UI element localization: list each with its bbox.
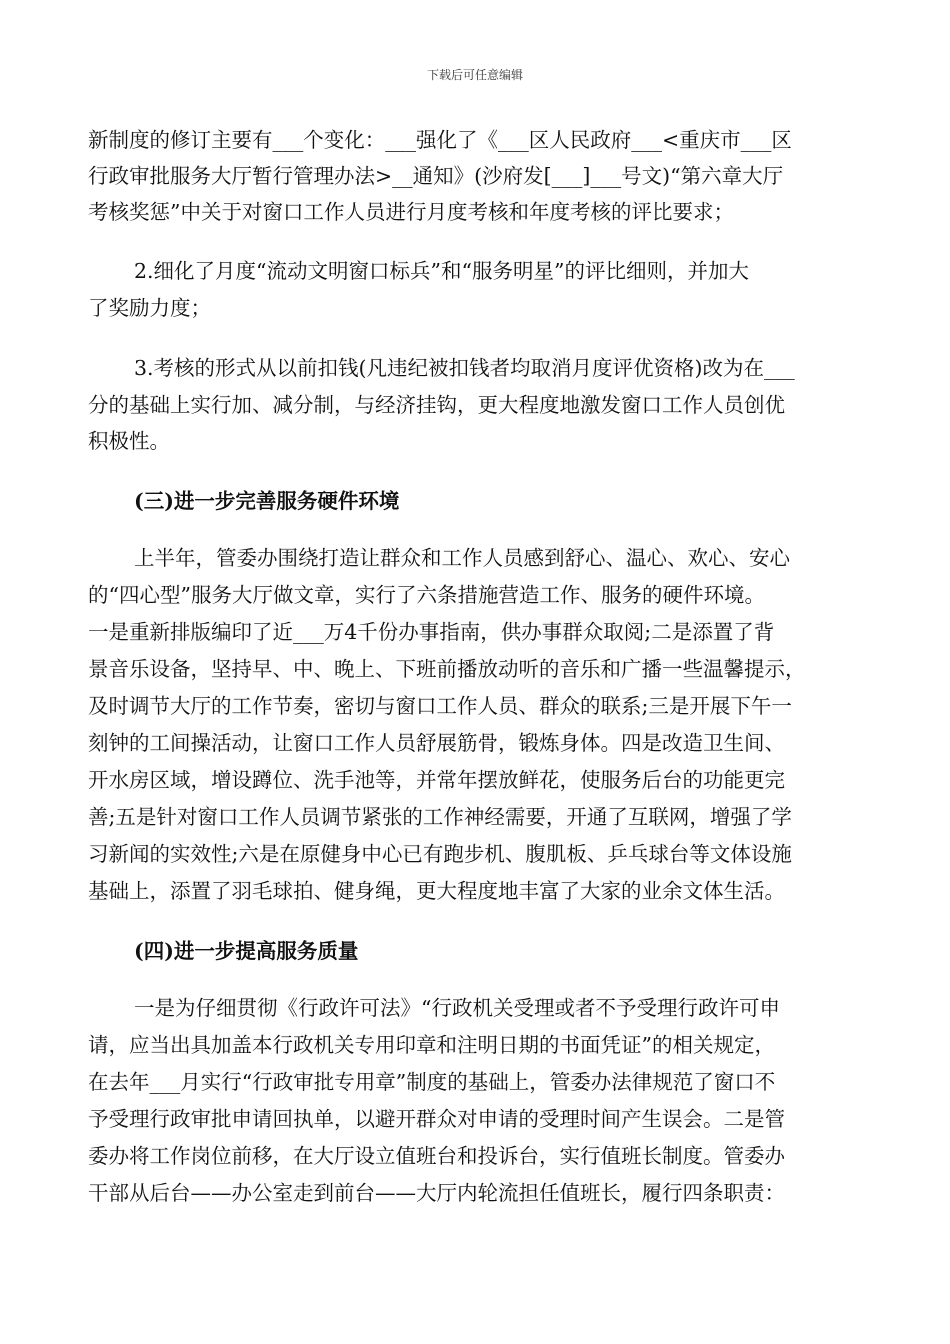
body-line: 及时调节大厅的工作节奏，密切与窗口工作人员、群众的联系;三是开展下午一 (88, 694, 792, 718)
body-line: 新制度的修订主要有___个变化：___强化了《___区人民政府___<重庆市___区 (88, 128, 792, 152)
body-line: 了奖励力度； (88, 296, 211, 320)
body-line: 习新闻的实效性;六是在原健身中心已有跑步机、腹肌板、乒乓球台等文体设施 (88, 842, 792, 866)
body-line: 委办将工作岗位前移，在大厅设立值班台和投诉台，实行值班长制度。管委办 (88, 1144, 785, 1168)
section-heading-3: (三)进一步完善服务硬件环境 (134, 489, 400, 513)
body-line: 善;五是针对窗口工作人员调节紧张的工作神经需要，开通了互联网，增强了学 (88, 805, 792, 829)
body-line: 在去年___月实行“行政审批专用章”制度的基础上，管委办法律规范了窗口不 (88, 1070, 776, 1094)
body-line: 开水房区域，增设蹲位、洗手池等，并常年摆放鲜花，使服务后台的功能更完 (88, 768, 785, 792)
section-heading-4: (四)进一步提高服务质量 (134, 939, 359, 963)
list-item-3: 3.考核的形式从以前扣钱(凡违纪被扣钱者均取消月度评优资格)改为在___ (134, 356, 795, 380)
body-line: 景音乐设备，坚持早、中、晚上、下班前播放动听的音乐和广播一些温馨提示， (88, 657, 806, 681)
body-line: 积极性。 (88, 429, 170, 453)
body-line: 请，应当出具加盖本行政机关专用印章和注明日期的书面凭证”的相关规定， (88, 1033, 775, 1057)
body-line: 行政审批服务大厅暂行管理办法>__通知》(沙府发[___]___号文)“第六章大厅 (88, 164, 784, 188)
list-item-2: 2.细化了月度“流动文明窗口标兵”和“服务明星”的评比细则，并加大 (134, 259, 749, 283)
paragraph-start: 一是为仔细贯彻《行政许可法》“行政机关受理或者不予受理行政许可申 (134, 996, 780, 1020)
body-line: 基础上，添置了羽毛球拍、健身绳，更大程度地丰富了大家的业余文体生活。 (88, 879, 785, 903)
body-line: 刻钟的工间操活动，让窗口工作人员舒展筋骨，锻炼身体。四是改造卫生间、 (88, 731, 785, 755)
body-line: 干部从后台——办公室走到前台——大厅内轮流担任值班长，履行四条职责： (88, 1181, 785, 1205)
body-line: 予受理行政审批申请回执单，以避开群众对申请的受理时间产生误会。二是管 (88, 1107, 785, 1131)
paragraph-start: 上半年，管委办围绕打造让群众和工作人员感到舒心、温心、欢心、安心 (134, 546, 790, 570)
page-header: 下载后可任意编辑 (426, 68, 523, 82)
body-line: 的“四心型”服务大厅做文章，实行了六条措施营造工作、服务的硬件环境。 (88, 583, 765, 607)
body-line: 一是重新排版编印了近___万4千份办事指南，供办事群众取阅;二是添置了背 (88, 620, 775, 644)
body-line: 考核奖惩”中关于对窗口工作人员进行月度考核和年度考核的评比要求； (88, 200, 734, 224)
body-line: 分的基础上实行加、减分制，与经济挂钩，更大程度地激发窗口工作人员创优 (88, 393, 785, 417)
